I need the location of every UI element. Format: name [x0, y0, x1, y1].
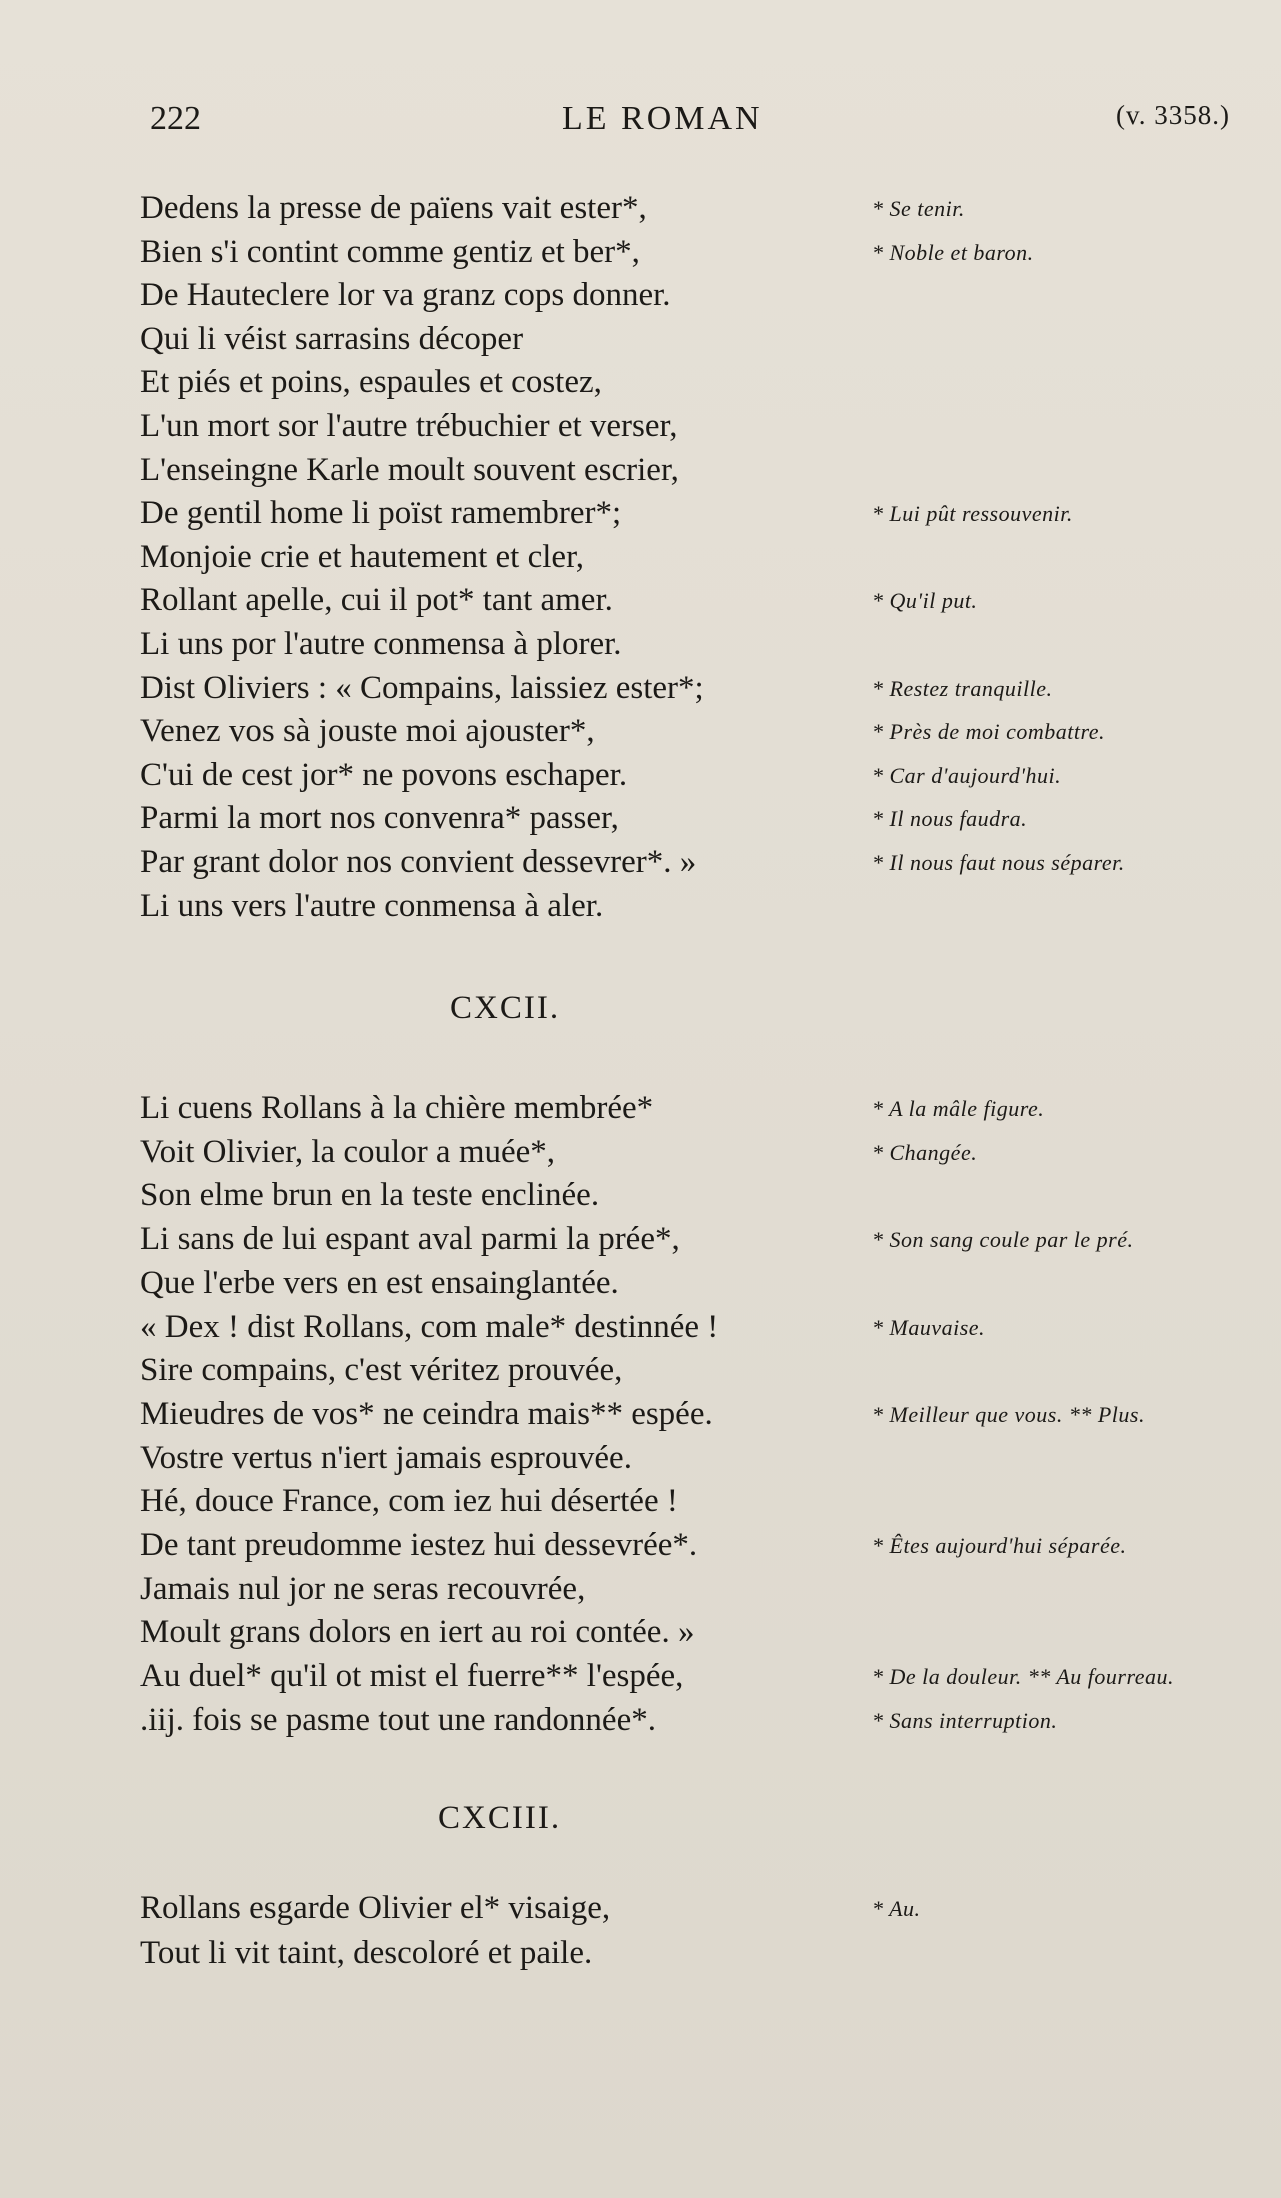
verse-line: C'ui de cest jor* ne povons eschaper. [140, 756, 628, 793]
marginal-gloss: * Son sang coule par le pré. [872, 1227, 1134, 1253]
verse-line: Dist Oliviers : « Compains, laissiez ester*; [140, 669, 704, 706]
verse-line: Li uns por l'autre conmensa à plorer. [140, 626, 622, 662]
verse-line: L'un mort sor l'autre trébuchier et verser, [140, 408, 678, 444]
marginal-gloss: * Mauvaise. [872, 1314, 986, 1340]
verse-line: Par grant dolor nos convient dessevrer*. » [140, 844, 697, 880]
running-title: LE ROMAN [562, 100, 763, 137]
verse-line: Son elme brun en la teste enclinée. [140, 1177, 600, 1214]
verse-line: Hé, douce France, com iez hui désertée ! [140, 1483, 678, 1520]
verse-line: Moult grans dolors en iert au roi contée. » [140, 1614, 695, 1651]
verse-line: De Hauteclere lor va granz cops donner. [140, 277, 671, 314]
verse-line: Que l'erbe vers en est ensainglantée. [140, 1264, 619, 1301]
verse-line: De gentil home li poïst ramembrer*; [140, 495, 622, 532]
section-heading-cxcii: CXCII. [450, 990, 561, 1026]
marginal-gloss: * Il nous faut nous séparer. [872, 850, 1125, 875]
verse-line: Et piés et poins, espaules et costez, [140, 364, 602, 401]
marginal-gloss: * Restez tranquille. [872, 675, 1053, 701]
marginal-gloss: * Noble et baron. [872, 239, 1034, 265]
marginal-gloss: * Se tenir. [872, 196, 965, 221]
verse-line: L'enseingne Karle moult souvent escrier, [140, 451, 679, 488]
verse-line: Mieudres de vos* ne ceindra mais** espée. [140, 1395, 713, 1432]
verse-range: (v. 3358.) [1116, 100, 1230, 130]
marginal-gloss: * Près de moi combattre. [872, 719, 1105, 745]
marginal-gloss: * Changée. [872, 1139, 978, 1165]
verse-line: Venez vos sà jouste moi ajouster*, [140, 713, 595, 750]
verse-line: Jamais nul jor ne seras recouvrée, [140, 1570, 586, 1607]
marginal-gloss: * Meilleur que vous. ** Plus. [872, 1401, 1145, 1427]
verse-line: Rollans esgarde Olivier el* visaige, [140, 1890, 611, 1926]
verse-line: Qui li véist sarrasins décoper [140, 320, 524, 357]
verse-line: Tout li vit taint, descoloré et paile. [140, 1935, 593, 1971]
marginal-gloss: * Sans interruption. [872, 1707, 1058, 1733]
section-heading-cxciii: CXCIII. [438, 1800, 562, 1836]
verse-line: De tant preudomme iestez hui dessevrée*. [140, 1527, 698, 1563]
marginal-gloss: * De la douleur. ** Au fourreau. [872, 1664, 1174, 1690]
verse-line: Voit Olivier, la coulor a muée*, [140, 1133, 556, 1170]
verse-line: Au duel* qu'il ot mist el fuerre** l'espée, [140, 1658, 684, 1695]
running-head [150, 100, 1230, 150]
marginal-gloss: * Au. [872, 1896, 921, 1921]
verse-line: Li uns vers l'autre conmensa à aler. [140, 887, 604, 924]
verse-line: Sire compains, c'est véritez prouvée, [140, 1352, 623, 1389]
marginal-gloss: * A la mâle figure. [872, 1096, 1045, 1121]
page-number: 222 [150, 100, 201, 137]
marginal-gloss: * Êtes aujourd'hui séparée. [872, 1533, 1127, 1558]
verse-line: Bien s'i contint comme gentiz et ber*, [140, 233, 640, 270]
verse-line: .iij. fois se pasme tout une randonnée*. [140, 1701, 656, 1738]
marginal-gloss: * Lui pût ressouvenir. [872, 501, 1073, 527]
verse-line: Monjoie crie et hautement et cler, [140, 538, 584, 575]
verse-line: Parmi la mort nos convenra* passer, [140, 800, 619, 837]
verse-line: Li cuens Rollans à la chière membrée* [140, 1090, 654, 1126]
verse-line: Dedens la presse de païens vait ester*, [140, 190, 647, 226]
marginal-gloss: * Il nous faudra. [872, 806, 1028, 832]
marginal-gloss: * Qu'il put. [872, 588, 978, 614]
verse-line: Vostre vertus n'iert jamais esprouvée. [140, 1439, 632, 1476]
verse-line: Li sans de lui espant aval parmi la prée*, [140, 1221, 680, 1258]
verse-line: Rollant apelle, cui il pot* tant amer. [140, 582, 613, 619]
verse-line: « Dex ! dist Rollans, com male* destinnée ! [140, 1308, 719, 1345]
marginal-gloss: * Car d'aujourd'hui. [872, 762, 1062, 788]
